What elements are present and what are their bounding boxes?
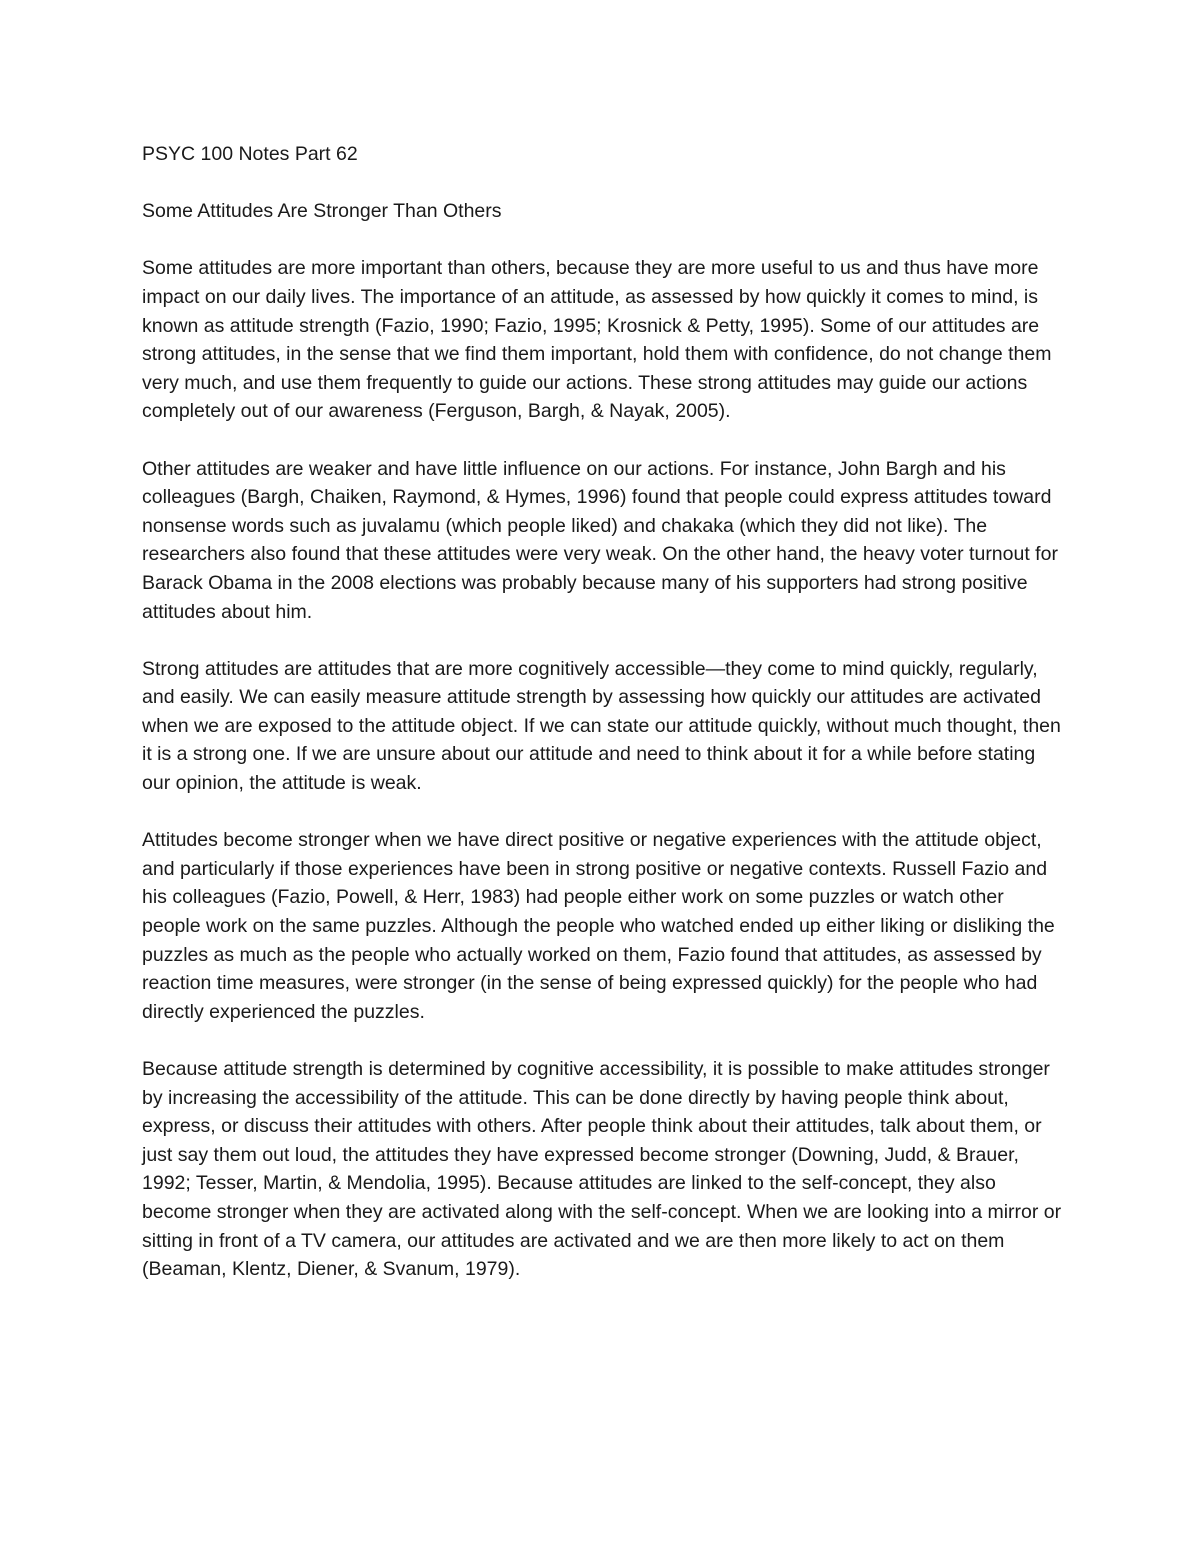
section-heading: Some Attitudes Are Stronger Than Others: [142, 200, 502, 223]
paragraph-1: Some attitudes are more important than others, because they are more useful to us and thus have more impact on our daily lives. The importance of an attitude, as assessed by how quickly it comes to mind, is known as attitude strength (Fazio, 1990; Fazio, 1995; Krosnick & Petty, 1995). Some of our attitudes are strong attitudes, in the sense that we find them important, hold them with confidence, do not change them very much, and use them frequently to guide our actions. These strong attitudes may guide our actions completely out of our awareness (Ferguson, Bargh, & Nayak, 2005).: [142, 257, 1052, 423]
paragraph-3: Strong attitudes are attitudes that are more cognitively accessible—they come to mind quickly, regularly, and easily. We can easily measure attitude strength by assessing how quickly our attitudes are activated when we are exposed to the attitude object. If we can state our attitude quickly, without much thought, then it is a strong one. If we are unsure about our attitude and need to think about it for a while before stating our opinion, the attitude is weak.: [142, 657, 1061, 795]
paragraph-4: Attitudes become stronger when we have direct positive or negative experiences with the attitude object, and particularly if those experiences have been in strong positive or negative contexts. Russell Fazio and his colleagues (Fazio, Powell, & Herr, 1983) had people either work on some puzzles or watch other people work on the same puzzles. Although the people who watched ended up either liking or disliking the puzzles as much as the people who actually worked on them, Fazio found that attitudes, as assessed by reaction time measures, were stronger (in the sense of being expressed quickly) for the people who had directly experienced the puzzles.: [142, 829, 1055, 1023]
paragraph-2: Other attitudes are weaker and have little influence on our actions. For instance, John Bargh and his colleagues (Bargh, Chaiken, Raymond, & Hymes, 1996) found that people could express attitudes toward nonsense words such as juvalamu (which people liked) and chakaka (which they did not like). The researchers also found that these attitudes were very weak. On the other hand, the heavy voter turnout for Barack Obama in the 2008 elections was probably because many of his supporters had strong positive attitudes about him.: [142, 457, 1058, 623]
document-body: [142, 140, 1062, 1284]
paragraph-5: Because attitude strength is determined by cognitive accessibility, it is possible to make attitudes stronger by increasing the accessibility of the attitude. This can be done directly by having people think about, express, or discuss their attitudes with others. After people think about their attitudes, talk about them, or just say them out loud, the attitudes they have expressed become stronger (Downing, Judd, & Brauer, 1992; Tesser, Martin, & Mendolia, 1995). Because attitudes are linked to the self-concept, they also become stronger when they are activated along with the self-concept. When we are looking into a mirror or sitting in front of a TV camera, our attitudes are activated and we are then more likely to act on them (Beaman, Klentz, Diener, & Svanum, 1979).: [142, 1058, 1062, 1281]
document-title: PSYC 100 Notes Part 62: [142, 143, 358, 165]
